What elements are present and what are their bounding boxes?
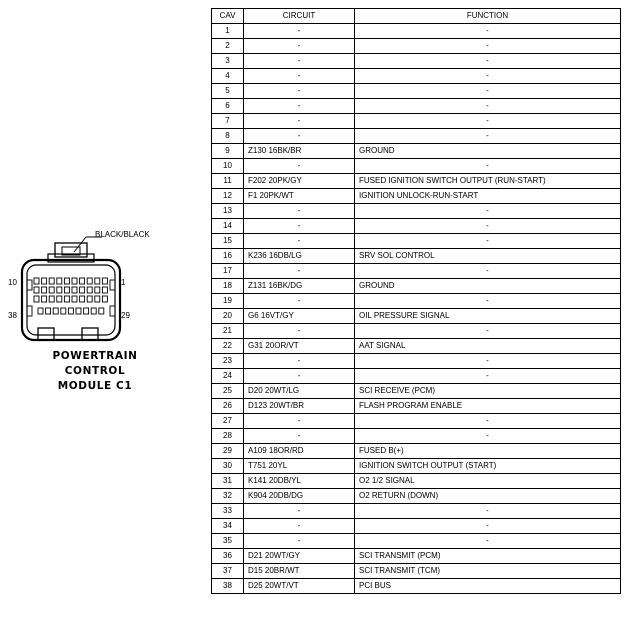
function-cell: - bbox=[355, 159, 621, 174]
connector-pin bbox=[49, 296, 54, 302]
connector-figure bbox=[0, 220, 200, 400]
connector-pin bbox=[57, 278, 62, 284]
cav-cell: 38 bbox=[212, 579, 244, 594]
cav-cell: 21 bbox=[212, 324, 244, 339]
connector-pin bbox=[84, 308, 89, 314]
function-cell: SCI TRANSMIT (TCM) bbox=[355, 564, 621, 579]
cav-cell: 4 bbox=[212, 69, 244, 84]
connector-pin bbox=[80, 296, 85, 302]
function-cell: - bbox=[355, 219, 621, 234]
connector-pin bbox=[42, 287, 47, 293]
circuit-cell: - bbox=[244, 129, 355, 144]
table-row bbox=[212, 519, 621, 534]
table-row bbox=[212, 234, 621, 249]
connector-side-key bbox=[110, 280, 115, 290]
function-cell: - bbox=[355, 369, 621, 384]
connector-drawing-icon bbox=[0, 220, 200, 350]
cav-cell: 23 bbox=[212, 354, 244, 369]
table-row bbox=[212, 114, 621, 129]
circuit-cell: T751 20YL bbox=[244, 459, 355, 474]
circuit-cell: G31 20OR/VT bbox=[244, 339, 355, 354]
pinout-table bbox=[211, 8, 621, 594]
cav-cell: 5 bbox=[212, 84, 244, 99]
circuit-cell: - bbox=[244, 354, 355, 369]
header-function: FUNCTION bbox=[355, 9, 621, 24]
circuit-cell: - bbox=[244, 324, 355, 339]
connector-pin bbox=[68, 308, 73, 314]
connector-pin bbox=[87, 296, 92, 302]
function-cell: - bbox=[355, 354, 621, 369]
table-row bbox=[212, 534, 621, 549]
circuit-cell: D15 20BR/WT bbox=[244, 564, 355, 579]
cav-cell: 3 bbox=[212, 54, 244, 69]
cav-cell: 30 bbox=[212, 459, 244, 474]
function-cell: PCI BUS bbox=[355, 579, 621, 594]
cav-cell: 9 bbox=[212, 144, 244, 159]
circuit-cell: - bbox=[244, 219, 355, 234]
table-row bbox=[212, 84, 621, 99]
circuit-cell: - bbox=[244, 519, 355, 534]
table-row bbox=[212, 474, 621, 489]
circuit-cell: - bbox=[244, 534, 355, 549]
circuit-cell: D20 20WT/LG bbox=[244, 384, 355, 399]
module-title bbox=[10, 349, 180, 394]
function-cell: SCI RECEIVE (PCM) bbox=[355, 384, 621, 399]
function-cell: O2 RETURN (DOWN) bbox=[355, 489, 621, 504]
cav-cell: 22 bbox=[212, 339, 244, 354]
table-row bbox=[212, 249, 621, 264]
circuit-cell: - bbox=[244, 204, 355, 219]
cav-cell: 16 bbox=[212, 249, 244, 264]
function-cell: O2 1/2 SIGNAL bbox=[355, 474, 621, 489]
connector-pin bbox=[72, 278, 77, 284]
function-cell: - bbox=[355, 234, 621, 249]
table-row bbox=[212, 414, 621, 429]
pin-label-38: 38 bbox=[8, 311, 17, 320]
circuit-cell: - bbox=[244, 369, 355, 384]
circuit-cell: D123 20WT/BR bbox=[244, 399, 355, 414]
table-row bbox=[212, 399, 621, 414]
table-row bbox=[212, 99, 621, 114]
module-title-line: MODULE C1 bbox=[57, 380, 133, 392]
cav-cell: 28 bbox=[212, 429, 244, 444]
circuit-cell: - bbox=[244, 159, 355, 174]
connector-pin bbox=[49, 278, 54, 284]
cav-cell: 15 bbox=[212, 234, 244, 249]
cav-cell: 11 bbox=[212, 174, 244, 189]
color-label: BLACK/BLACK bbox=[95, 230, 150, 239]
circuit-cell: K904 20DB/DG bbox=[244, 489, 355, 504]
header-cav: CAV bbox=[212, 9, 244, 24]
table-row bbox=[212, 264, 621, 279]
table-row bbox=[212, 204, 621, 219]
connector-pin bbox=[61, 308, 66, 314]
cav-cell: 1 bbox=[212, 24, 244, 39]
cav-cell: 26 bbox=[212, 399, 244, 414]
cav-cell: 32 bbox=[212, 489, 244, 504]
connector-pin bbox=[87, 278, 92, 284]
cav-cell: 18 bbox=[212, 279, 244, 294]
function-cell: - bbox=[355, 264, 621, 279]
table-row bbox=[212, 429, 621, 444]
table-row bbox=[212, 489, 621, 504]
table-row bbox=[212, 579, 621, 594]
connector-pin bbox=[87, 287, 92, 293]
function-cell: - bbox=[355, 84, 621, 99]
cav-cell: 14 bbox=[212, 219, 244, 234]
circuit-cell: - bbox=[244, 39, 355, 54]
circuit-cell: K141 20DB/YL bbox=[244, 474, 355, 489]
connector-pin bbox=[64, 287, 69, 293]
function-cell: - bbox=[355, 414, 621, 429]
connector-pin bbox=[95, 296, 100, 302]
function-cell: - bbox=[355, 294, 621, 309]
table-header-row bbox=[212, 9, 621, 24]
circuit-cell: - bbox=[244, 69, 355, 84]
function-cell: - bbox=[355, 24, 621, 39]
connector-pin bbox=[34, 287, 39, 293]
pinout-body bbox=[212, 24, 621, 594]
table-row bbox=[212, 459, 621, 474]
table-row bbox=[212, 129, 621, 144]
cav-cell: 31 bbox=[212, 474, 244, 489]
cav-cell: 25 bbox=[212, 384, 244, 399]
connector-side-key bbox=[110, 306, 115, 316]
table-row bbox=[212, 504, 621, 519]
cav-cell: 10 bbox=[212, 159, 244, 174]
function-cell: FUSED IGNITION SWITCH OUTPUT (RUN-START) bbox=[355, 174, 621, 189]
cav-cell: 17 bbox=[212, 264, 244, 279]
circuit-cell: - bbox=[244, 414, 355, 429]
connector-pin bbox=[80, 278, 85, 284]
cav-cell: 20 bbox=[212, 309, 244, 324]
circuit-cell: - bbox=[244, 84, 355, 99]
module-title-line: CONTROL bbox=[64, 365, 126, 377]
cav-cell: 6 bbox=[212, 99, 244, 114]
circuit-cell: - bbox=[244, 294, 355, 309]
circuit-cell: - bbox=[244, 99, 355, 114]
connector-pin bbox=[64, 278, 69, 284]
connector-pin bbox=[95, 287, 100, 293]
connector-pin bbox=[95, 278, 100, 284]
circuit-cell: - bbox=[244, 114, 355, 129]
table-row bbox=[212, 564, 621, 579]
connector-pin bbox=[49, 287, 54, 293]
table-row bbox=[212, 339, 621, 354]
circuit-cell: F1 20PK/WT bbox=[244, 189, 355, 204]
connector-pin bbox=[57, 296, 62, 302]
function-cell: GROUND bbox=[355, 279, 621, 294]
function-cell: IGNITION UNLOCK-RUN-START bbox=[355, 189, 621, 204]
connector-pin bbox=[46, 308, 51, 314]
circuit-cell: - bbox=[244, 24, 355, 39]
circuit-cell: D21 20WT/GY bbox=[244, 549, 355, 564]
circuit-cell: D25 20WT/VT bbox=[244, 579, 355, 594]
module-title-line: POWERTRAIN bbox=[52, 350, 138, 362]
connector-pin bbox=[80, 287, 85, 293]
circuit-cell: Z131 16BK/DG bbox=[244, 279, 355, 294]
cav-cell: 35 bbox=[212, 534, 244, 549]
pin-label-10: 10 bbox=[8, 278, 17, 287]
function-cell: GROUND bbox=[355, 144, 621, 159]
circuit-cell: K236 16DB/LG bbox=[244, 249, 355, 264]
connector-pin bbox=[72, 287, 77, 293]
circuit-cell: F202 20PK/GY bbox=[244, 174, 355, 189]
function-cell: FUSED B(+) bbox=[355, 444, 621, 459]
circuit-cell: Z130 16BK/BR bbox=[244, 144, 355, 159]
function-cell: - bbox=[355, 204, 621, 219]
cav-cell: 19 bbox=[212, 294, 244, 309]
cav-cell: 37 bbox=[212, 564, 244, 579]
table-row bbox=[212, 384, 621, 399]
connector-pin bbox=[42, 296, 47, 302]
cav-cell: 34 bbox=[212, 519, 244, 534]
table-row bbox=[212, 324, 621, 339]
cav-cell: 36 bbox=[212, 549, 244, 564]
circuit-cell: - bbox=[244, 264, 355, 279]
connector-pin bbox=[34, 278, 39, 284]
circuit-cell: - bbox=[244, 54, 355, 69]
function-cell: - bbox=[355, 534, 621, 549]
function-cell: - bbox=[355, 504, 621, 519]
pin-label-1: 1 bbox=[121, 278, 126, 287]
connector-pin bbox=[72, 296, 77, 302]
cav-cell: 13 bbox=[212, 204, 244, 219]
function-cell: SRV SOL CONTROL bbox=[355, 249, 621, 264]
table-row bbox=[212, 549, 621, 564]
connector-pin bbox=[64, 296, 69, 302]
cav-cell: 27 bbox=[212, 414, 244, 429]
circuit-cell: - bbox=[244, 234, 355, 249]
function-cell: - bbox=[355, 519, 621, 534]
function-cell: AAT SIGNAL bbox=[355, 339, 621, 354]
table-row bbox=[212, 354, 621, 369]
table-row bbox=[212, 39, 621, 54]
function-cell: IGNITION SWITCH OUTPUT (START) bbox=[355, 459, 621, 474]
cav-cell: 29 bbox=[212, 444, 244, 459]
connector-pin bbox=[102, 278, 107, 284]
table-row bbox=[212, 189, 621, 204]
cav-cell: 33 bbox=[212, 504, 244, 519]
function-cell: - bbox=[355, 39, 621, 54]
circuit-cell: A109 18OR/RD bbox=[244, 444, 355, 459]
cav-cell: 2 bbox=[212, 39, 244, 54]
table-row bbox=[212, 279, 621, 294]
table-row bbox=[212, 144, 621, 159]
connector-side-key bbox=[27, 280, 32, 290]
table-row bbox=[212, 219, 621, 234]
connector-pin bbox=[38, 308, 43, 314]
cav-cell: 24 bbox=[212, 369, 244, 384]
function-cell: - bbox=[355, 129, 621, 144]
connector-pin bbox=[99, 308, 104, 314]
table-row bbox=[212, 369, 621, 384]
connector-pin bbox=[76, 308, 81, 314]
table-row bbox=[212, 54, 621, 69]
circuit-cell: - bbox=[244, 429, 355, 444]
pin-label-29: 29 bbox=[121, 311, 130, 320]
connector-pin bbox=[42, 278, 47, 284]
connector-pin bbox=[57, 287, 62, 293]
connector-pin bbox=[102, 296, 107, 302]
table-row bbox=[212, 24, 621, 39]
table-row bbox=[212, 444, 621, 459]
connector-pin bbox=[102, 287, 107, 293]
table-row bbox=[212, 294, 621, 309]
cav-cell: 8 bbox=[212, 129, 244, 144]
table-row bbox=[212, 174, 621, 189]
function-cell: - bbox=[355, 99, 621, 114]
table-row bbox=[212, 159, 621, 174]
function-cell: - bbox=[355, 324, 621, 339]
function-cell: - bbox=[355, 429, 621, 444]
function-cell: - bbox=[355, 54, 621, 69]
function-cell: FLASH PROGRAM ENABLE bbox=[355, 399, 621, 414]
connector-pin bbox=[53, 308, 58, 314]
function-cell: SCI TRANSMIT (PCM) bbox=[355, 549, 621, 564]
connector-pin bbox=[91, 308, 96, 314]
table-row bbox=[212, 69, 621, 84]
circuit-cell: G6 16VT/GY bbox=[244, 309, 355, 324]
connector-pin bbox=[34, 296, 39, 302]
function-cell: - bbox=[355, 114, 621, 129]
connector-side-key bbox=[27, 306, 32, 316]
table-row bbox=[212, 309, 621, 324]
circuit-cell: - bbox=[244, 504, 355, 519]
cav-cell: 12 bbox=[212, 189, 244, 204]
function-cell: OIL PRESSURE SIGNAL bbox=[355, 309, 621, 324]
function-cell: - bbox=[355, 69, 621, 84]
cav-cell: 7 bbox=[212, 114, 244, 129]
header-circuit: CIRCUIT bbox=[244, 9, 355, 24]
